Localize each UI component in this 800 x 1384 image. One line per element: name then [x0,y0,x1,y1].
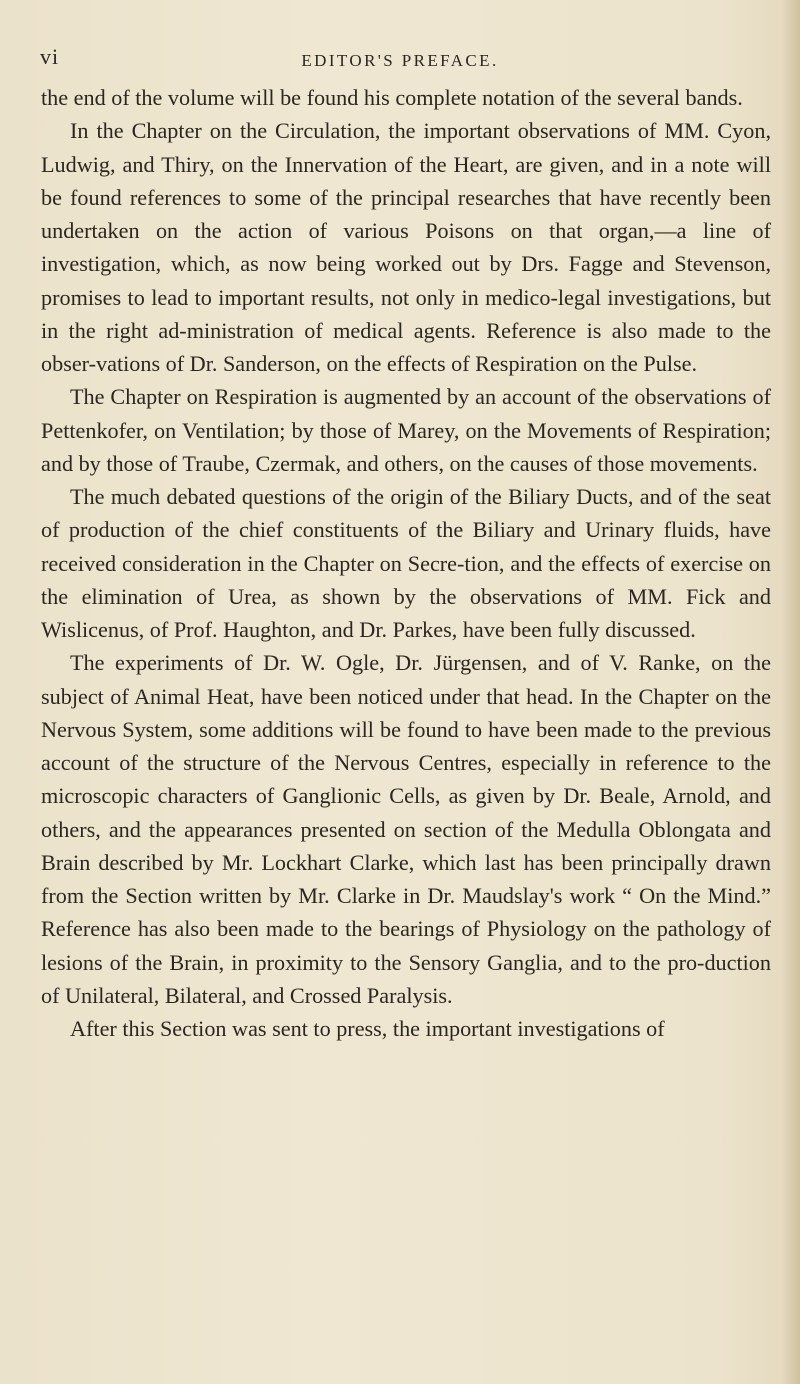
body-text [41,81,771,1045]
paragraph-continuation: the end of the volume will be found his complete notation of the several bands. [41,85,743,110]
running-title: EDITOR'S PREFACE. [301,51,499,70]
paragraph-respiration: The Chapter on Respiration is augmented by an account of the observations of Pettenkofer, on Ventilation; by those of Marey, on the Movements of Respiration; and by those of Traube, Czermak, and others, on the causes of those movements. [41,384,771,476]
page-number: vi [40,44,60,69]
paragraph-secretion: The much debated questions of the origin of the Biliary Ducts, and of the seat of production of the chief constituents of the Biliary and Urinary fluids, have received consideration in the Chapter on Secre-tion, and the effects of exercise on the elimination of Urea, as shown by the observations of MM. Fick and Wislicenus, of Prof. Haughton, and Dr. Parkes, have been fully discussed. [41,484,771,642]
page-edge-shadow [782,0,800,1384]
paragraph-after-section: After this Section was sent to press, the important investigations of [70,1016,665,1041]
paragraph-circulation: In the Chapter on the Circulation, the important observations of MM. Cyon, Ludwig, and Thiry, on the Innervation of the Heart, are given, and in a note will be found references to some of the principal researches that have recently been undertaken on the action of various Poisons on that organ,—a line of investigation, which, as now being worked out by Drs. Fagge and Stevenson, promises to lead to important results, not only in medico-legal investigations, but in the right ad-ministration of medical agents. Reference is also made to the obser-vations of Dr. Sanderson, on the effects of Respiration on the Pulse. [41,118,771,376]
paragraph-animal-heat-nervous-system: The experiments of Dr. W. Ogle, Dr. Jürgensen, and of V. Ranke, on the subject of Animal Heat, have been noticed under that head. In the Chapter on the Nervous System, some additions will be found to have been made to the previous account of the structure of the Nervous Centres, especially in reference to the microscopic characters of Ganglionic Cells, as given by Dr. Beale, Arnold, and others, and the appearances presented on section of the Medulla Oblongata and Brain described by Mr. Lockhart Clarke, which last has been principally drawn from the Section written by Mr. Clarke in Dr. Maudslay's work “ On the Mind.” Reference has also been made to the bearings of Physiology on the pathology of lesions of the Brain, in proximity to the Sensory Ganglia, and to the pro-duction of Unilateral, Bilateral, and Crossed Paralysis. [41,650,771,1008]
